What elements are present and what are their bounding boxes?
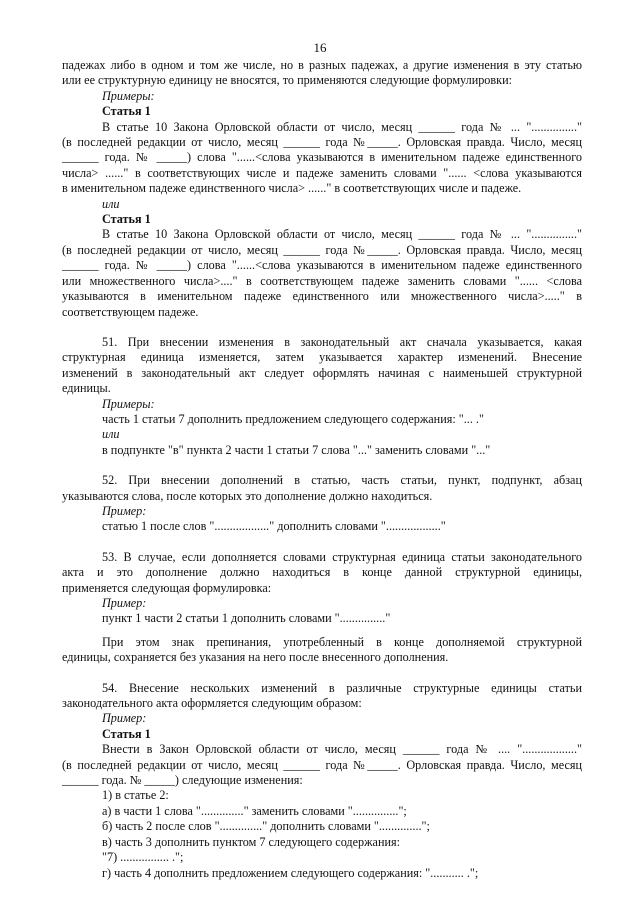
- text-line: акта и это дополнение должно находиться в конце данной структурной единицы,: [62, 565, 582, 580]
- text-line: часть 1 статьи 7 дополнить предложением следующего содержания: "... .": [102, 411, 484, 426]
- example-label: Примеры:: [102, 88, 155, 103]
- text-line: или ее структурную единицу не вносятся, то применяются следующие формулировки:: [62, 73, 512, 88]
- list-item: 1) в статье 2:: [102, 788, 169, 803]
- text-line: числа> ......" в соответствующих числе и падеже заменить словами "...... <слова указываются: [62, 165, 582, 180]
- list-item: в) часть 3 дополнить пунктом 7 следующего содержания:: [102, 834, 401, 849]
- text-line: Внести в Закон Орловской области от число, месяц ______ года № .... "..................": [102, 742, 582, 757]
- article-heading: Статья 1: [102, 212, 151, 227]
- text-line: законодательного акта оформляется следующим образом:: [62, 696, 362, 711]
- text-line: указываются слова, после которых это дополнение должно находиться.: [62, 488, 433, 503]
- text-line: падежах либо в одном и том же числе, но в разных падежах, а другие изменения в эту статью: [62, 58, 582, 72]
- text-line: ______ года. № _____) следующие изменения:: [62, 773, 303, 788]
- text-line: В статье 10 Закона Орловской области от число, месяц ______ года № ... "...............": [102, 227, 582, 242]
- text-line: (в последней редакции от число, месяц ______ года №_____. Орловская правда. Число, месяц: [62, 757, 582, 772]
- page-number: 16: [313, 40, 327, 55]
- text-line: указываются в именительном падеже единственного или множественного числа>....." в: [62, 289, 582, 304]
- paragraph-51: 51. При внесении изменения в законодательный акт сначала указывается, какая: [102, 334, 582, 349]
- text-line: статью 1 после слов ".................." дополнить словами "..................": [102, 519, 446, 534]
- text-line: изменений в законодательный акт следует оформлять начиная с наименьшей структурной: [62, 365, 582, 380]
- article-heading: Статья 1: [102, 726, 151, 741]
- article-heading: Статья 1: [102, 104, 151, 119]
- example-label: Примеры:: [102, 396, 155, 411]
- text-line: соответствующем падеже.: [62, 304, 199, 319]
- text-line: единицы.: [62, 381, 111, 396]
- text-line: В статье 10 Закона Орловской области от число, месяц ______ года № ... "...............": [102, 119, 582, 134]
- text-line: в подпункте "в" пункта 2 части 1 статьи 7 слова "..." заменить словами "...": [102, 442, 491, 457]
- text-line: ______ года. № _____) слова "......<слова указываются в именительном падеже единственного: [62, 150, 582, 165]
- document-body: [62, 58, 582, 881]
- or-label: или: [102, 427, 120, 442]
- text-line: структурная единица изменяется, затем указывается характер изменений. Внесение: [62, 350, 582, 365]
- text-line: (в последней редакции от число, месяц ______ года №_____. Орловская правда. Число, месяц: [62, 242, 582, 257]
- example-label: Пример:: [102, 711, 147, 726]
- paragraph-54: 54. Внесение нескольких изменений в различные структурные единицы статьи: [102, 680, 582, 695]
- text-line: ______ года. № _____) слова "......<слова указываются в именительном падеже единственного: [62, 258, 582, 273]
- list-item: г) часть 4 дополнить предложением следующего содержания: "........... .";: [102, 865, 479, 880]
- text-line: применяется следующая формулировка:: [62, 580, 272, 595]
- text-line: пункт 1 части 2 статьи 1 дополнить словами "...............": [102, 611, 391, 626]
- list-item: б) часть 2 после слов ".............." дополнить словами "..............";: [102, 819, 430, 834]
- paragraph-52: 52. При внесении дополнений в статью, часть статьи, пункт, подпункт, абзац: [102, 473, 582, 488]
- text-line: единицы, сохраняется без указания на него после внесенного дополнения.: [62, 650, 449, 665]
- or-label: или: [102, 196, 120, 211]
- text-line: При этом знак препинания, употребленный в конце дополняемой структурной: [102, 634, 582, 649]
- paragraph-53: 53. В случае, если дополняется словами структурная единица статьи законодательного: [102, 549, 582, 564]
- example-label: Пример:: [102, 596, 147, 610]
- text-line: (в последней редакции от число, месяц ______ года №_____. Орловская правда. Число, месяц: [62, 135, 582, 150]
- text-line: в именительном падеже единственного числа> ......" в соответствующих числе и падеже.: [62, 181, 522, 196]
- list-item: "7) ................ .";: [102, 850, 184, 865]
- list-item: а) в части 1 слова ".............." заменить словами "...............";: [102, 803, 407, 818]
- example-label: Пример:: [102, 503, 147, 518]
- text-line: или множественного числа>...." в соответствующем падеже заменить словами "...... <слова: [62, 273, 582, 288]
